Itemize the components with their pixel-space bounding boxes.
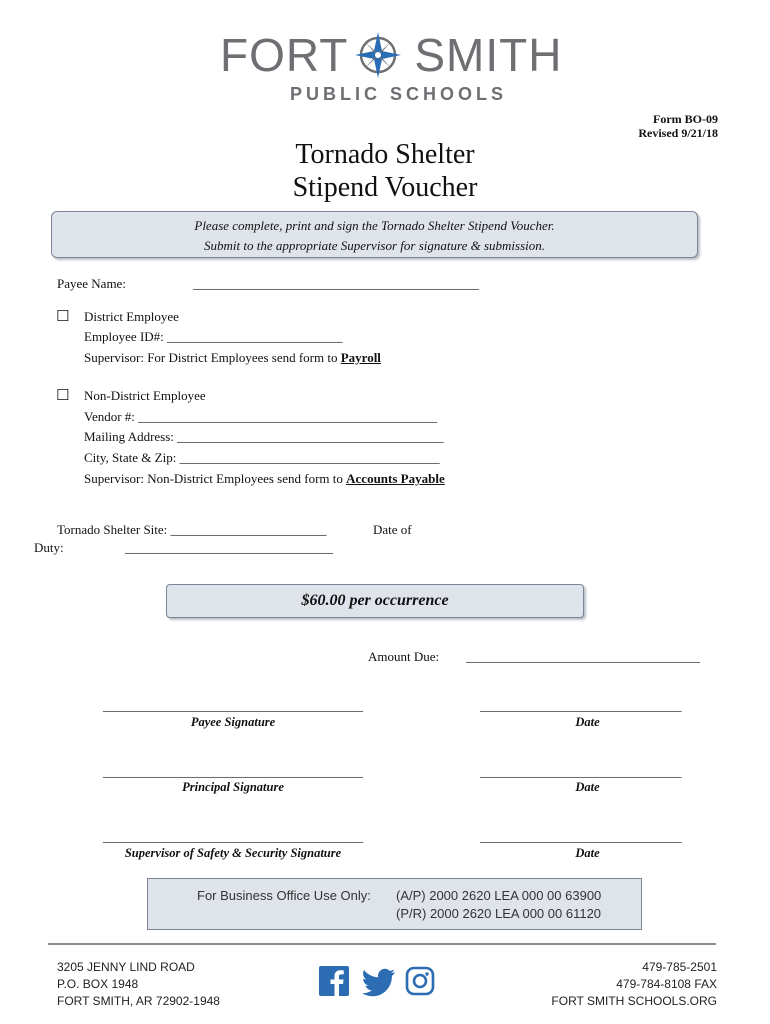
rate-box: $60.00 per occurrence xyxy=(166,584,584,618)
logo-smith: SMITH xyxy=(414,29,563,81)
logo-subtitle: PUBLIC SCHOOLS xyxy=(290,84,508,104)
footer-divider xyxy=(48,943,716,945)
page-title xyxy=(0,138,770,204)
accounts-payable-link: Accounts Payable xyxy=(346,471,445,486)
instructions-line2: Submit to the appropriate Supervisor for signature & submission. xyxy=(203,238,545,253)
payee-date-caption: Date xyxy=(575,715,600,729)
payee-signature-line[interactable]: ________________________________________ xyxy=(103,698,363,713)
non-district-employee-label: Non-District Employee xyxy=(84,388,206,403)
amount-due-field[interactable]: ____________________________________ xyxy=(466,649,700,664)
facebook-icon[interactable] xyxy=(319,964,349,998)
district-employee-label: District Employee xyxy=(84,309,179,324)
non-district-supervisor-text: Supervisor: Non-District Employees send form to xyxy=(84,471,347,486)
instructions-box xyxy=(51,211,698,258)
district-employee-checkbox[interactable]: ☐ xyxy=(56,307,70,325)
supervisor-date-caption: Date xyxy=(575,846,600,860)
footer-contact xyxy=(551,959,717,1010)
business-office-ap: (A/P) 2000 2620 LEA 000 00 63900 xyxy=(396,888,602,903)
business-office-box xyxy=(147,878,642,930)
logo-fort: FORT xyxy=(220,29,349,81)
footer-fax: 479-784-8108 FAX xyxy=(616,977,717,991)
form-number: Form BO-09 xyxy=(653,112,718,126)
shelter-site-field[interactable]: Tornado Shelter Site: ________________________ xyxy=(57,522,327,537)
address-line3: FORT SMITH, AR 72902-1948 xyxy=(57,994,220,1008)
form-info xyxy=(638,112,718,140)
district-supervisor-text: Supervisor: For District Employees send form to xyxy=(84,350,341,365)
date-of-label: Date of xyxy=(373,522,412,537)
business-office-label: For Business Office Use Only: xyxy=(197,888,371,903)
footer-address xyxy=(57,959,220,1010)
twitter-icon[interactable] xyxy=(362,964,396,998)
non-district-employee-checkbox[interactable]: ☐ xyxy=(56,386,70,404)
principal-signature-line[interactable]: ________________________________________ xyxy=(103,764,363,779)
supervisor-signature-line[interactable]: ________________________________________ xyxy=(103,829,363,844)
address-line2: P.O. BOX 1948 xyxy=(57,977,139,991)
vendor-field[interactable]: Vendor #: ______________________________________________ xyxy=(84,409,438,424)
supervisor-signature-caption: Supervisor of Safety & Security Signature xyxy=(124,846,342,860)
footer-phone: 479-785-2501 xyxy=(642,960,717,974)
payee-name-label: Payee Name: xyxy=(57,276,126,291)
payee-date-line[interactable]: _______________________________ xyxy=(480,698,682,713)
payroll-link: Payroll xyxy=(340,350,381,365)
instagram-icon[interactable] xyxy=(405,964,435,998)
non-district-supervisor-note xyxy=(84,471,445,487)
address-line1: 3205 JENNY LIND ROAD xyxy=(57,960,195,974)
principal-date-line[interactable]: _______________________________ xyxy=(480,764,682,779)
mailing-address-field[interactable]: Mailing Address: _________________________________________ xyxy=(84,429,444,444)
payee-signature-caption: Payee Signature xyxy=(190,715,276,729)
supervisor-date-line[interactable]: _______________________________ xyxy=(480,829,682,844)
employee-id-field[interactable]: Employee ID#: ___________________________ xyxy=(84,329,343,344)
compass-logo-icon xyxy=(355,32,401,78)
footer-website[interactable]: FORT SMITH SCHOOLS.ORG xyxy=(551,994,717,1008)
title-line1: Tornado Shelter xyxy=(295,139,475,170)
title-line2: Stipend Voucher xyxy=(292,172,478,203)
date-of-duty-field[interactable]: ________________________________ xyxy=(125,540,333,555)
principal-date-caption: Date xyxy=(575,780,600,794)
principal-signature-caption: Principal Signature xyxy=(182,780,284,794)
business-office-pr: (P/R) 2000 2620 LEA 000 00 61120 xyxy=(396,906,602,921)
instructions-line1: Please complete, print and sign the Tornado Shelter Stipend Voucher. xyxy=(194,218,555,233)
duty-label: Duty: xyxy=(34,540,64,555)
amount-due-label: Amount Due: xyxy=(368,649,440,664)
city-state-zip-field[interactable]: City, State & Zip: ________________________________________ xyxy=(84,450,440,465)
form-revised: Revised 9/21/18 xyxy=(638,126,718,140)
district-supervisor-note xyxy=(84,350,381,366)
payee-name-field[interactable]: ____________________________________________ xyxy=(193,276,479,291)
